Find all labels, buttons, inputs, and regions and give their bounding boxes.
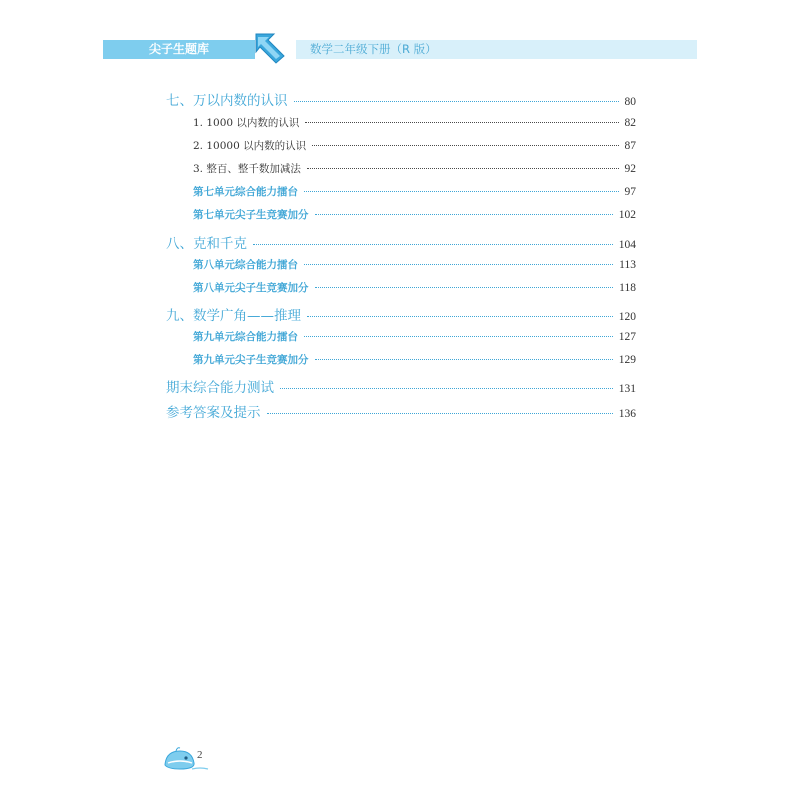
dot-leader bbox=[315, 287, 614, 288]
dot-leader bbox=[294, 101, 619, 102]
toc-entry-label: 第九单元尖子生竞赛加分 bbox=[193, 354, 309, 366]
toc-entry-label: 八、克和千克 bbox=[166, 236, 247, 252]
dot-leader bbox=[312, 145, 618, 146]
toc-entry-label: 3. 整百、整千数加减法 bbox=[193, 163, 301, 175]
dot-leader bbox=[307, 168, 619, 169]
toc-page-number: 120 bbox=[618, 311, 636, 323]
book-title-banner bbox=[296, 40, 697, 59]
toc-entry-label: 1. 1000 以内数的认识 bbox=[193, 117, 300, 129]
toc-page-number: 102 bbox=[618, 209, 636, 221]
brand-title: 尖子生题库 bbox=[148, 42, 209, 56]
dot-leader bbox=[315, 214, 613, 215]
dot-leader bbox=[304, 264, 613, 265]
toc-page-number: 129 bbox=[618, 354, 636, 366]
toc-chapter-8[interactable] bbox=[166, 232, 636, 252]
toc-answers[interactable] bbox=[166, 401, 636, 421]
dot-leader bbox=[307, 316, 613, 317]
toc-entry-label: 第八单元尖子生竞赛加分 bbox=[193, 282, 309, 294]
toc-page-number: 97 bbox=[624, 186, 636, 198]
toc-entry-label: 第七单元综合能力擂台 bbox=[193, 186, 298, 198]
page-header bbox=[0, 0, 800, 75]
toc-unit-bonus[interactable] bbox=[193, 352, 636, 367]
toc-section[interactable] bbox=[193, 115, 636, 130]
toc-page-number: 113 bbox=[619, 259, 636, 271]
toc-unit-bonus[interactable] bbox=[193, 280, 636, 295]
toc-unit-test[interactable] bbox=[193, 329, 636, 344]
toc-page-number: 82 bbox=[624, 117, 636, 129]
toc-final-test[interactable] bbox=[166, 376, 636, 396]
dot-leader bbox=[304, 191, 619, 192]
arrow-up-left-icon bbox=[252, 30, 288, 64]
dot-leader bbox=[280, 388, 613, 389]
toc-section[interactable] bbox=[193, 161, 636, 176]
toc-page-number: 136 bbox=[618, 408, 636, 420]
dot-leader bbox=[315, 359, 613, 360]
toc-entry-label: 第八单元综合能力擂台 bbox=[193, 259, 298, 271]
dot-leader bbox=[253, 244, 613, 245]
toc-page-number: 127 bbox=[618, 331, 636, 343]
toc-page-number: 131 bbox=[618, 383, 636, 395]
book-title: 数学二年级下册（R 版） bbox=[310, 42, 437, 56]
toc-entry-label: 参考答案及提示 bbox=[166, 405, 261, 421]
whale-mascot-icon bbox=[162, 745, 212, 773]
toc-page-number: 87 bbox=[624, 140, 636, 152]
brand-banner bbox=[103, 40, 255, 59]
toc-entry-label: 第七单元尖子生竞赛加分 bbox=[193, 209, 309, 221]
toc-page-number: 118 bbox=[619, 282, 636, 294]
toc-chapter-7[interactable] bbox=[166, 89, 636, 109]
toc-page-number: 92 bbox=[624, 163, 636, 175]
toc-entry-label: 期末综合能力测试 bbox=[166, 380, 274, 396]
dot-leader bbox=[267, 413, 613, 414]
toc-unit-test[interactable] bbox=[193, 184, 636, 199]
dot-leader bbox=[304, 336, 613, 337]
toc-entry-label: 第九单元综合能力擂台 bbox=[193, 331, 298, 343]
dot-leader bbox=[305, 122, 618, 123]
toc-entry-label: 七、万以内数的认识 bbox=[166, 93, 288, 109]
toc-unit-bonus[interactable] bbox=[193, 207, 636, 222]
toc-section[interactable] bbox=[193, 138, 636, 153]
toc-page-number: 104 bbox=[618, 239, 636, 251]
toc-page-number: 80 bbox=[624, 96, 636, 108]
toc-entry-label: 九、数学广角——推理 bbox=[166, 308, 301, 324]
toc-entry-label: 2. 10000 以内数的认识 bbox=[193, 140, 307, 152]
toc-chapter-9[interactable] bbox=[166, 304, 636, 324]
page-number: 2 bbox=[197, 749, 203, 761]
toc-unit-test[interactable] bbox=[193, 257, 636, 272]
